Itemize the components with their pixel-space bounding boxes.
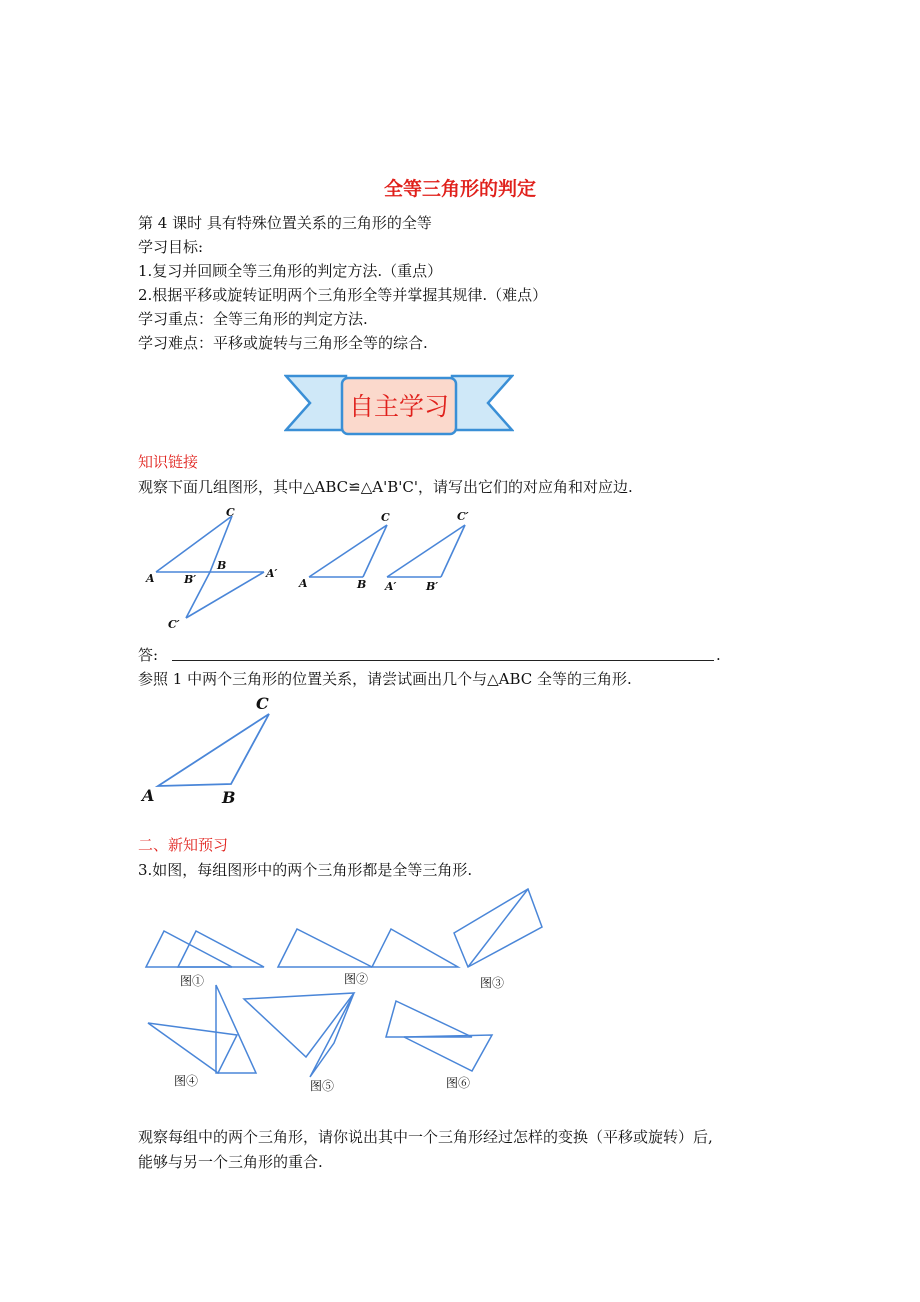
banner-text: 自主学习 — [348, 392, 450, 421]
caption-fig5: 图⑤ — [310, 1079, 335, 1093]
label-c: C — [381, 511, 390, 524]
figure-rotation-pair — [140, 502, 290, 632]
fig3-diagonal — [468, 889, 528, 967]
objective-1: 1.复习并回顾全等三角形的判定方法.（重点） — [138, 262, 443, 280]
caption-fig6: 图⑥ — [446, 1076, 471, 1090]
label-a-prime: A′ — [385, 580, 397, 593]
section1-question: 观察下面几组图形，其中△ABC≌△A'B'C'，请写出它们的对应角和对应边. — [138, 478, 633, 496]
label-c-prime: C′ — [168, 618, 180, 631]
label-b: B — [217, 559, 227, 572]
banner-ribbon-right — [452, 376, 512, 430]
fig2-triangle-2 — [372, 929, 458, 967]
answer-label: 答: — [138, 646, 159, 664]
label-a: A — [299, 577, 308, 590]
figure-triangle-abc — [138, 692, 288, 810]
banner-ribbon-left — [286, 376, 346, 430]
caption-fig3: 图③ — [480, 976, 505, 990]
answer-blank[interactable] — [172, 659, 714, 661]
label-b-prime: B′ — [426, 580, 439, 593]
triangle-abc — [158, 714, 269, 786]
caption-fig4: 图④ — [174, 1074, 199, 1088]
caption-fig2: 图② — [344, 972, 369, 986]
self-study-banner — [284, 372, 514, 438]
label-c: C — [226, 506, 235, 519]
figure-translation-pair — [295, 505, 485, 595]
closing-line-2: 能够与另一个三角形的重合. — [138, 1153, 323, 1171]
answer-end-period: . — [716, 646, 721, 664]
fig5-triangle-2 — [310, 993, 354, 1077]
lesson-subtitle: 第 4 课时 具有特殊位置关系的三角形的全等 — [138, 214, 432, 232]
label-c-prime: C′ — [457, 510, 469, 523]
fig2-triangle-1 — [278, 929, 372, 967]
label-c: C — [256, 694, 269, 713]
fig1-triangle-1 — [146, 931, 232, 967]
label-b: B — [357, 578, 367, 591]
objective-2: 2.根据平移或旋转证明两个三角形全等并掌握其规律.（难点） — [138, 286, 548, 304]
section1-task: 参照 1 中两个三角形的位置关系，请尝试画出几个与△ABC 全等的三角形. — [138, 670, 632, 688]
fig4-triangle-1 — [148, 1023, 237, 1073]
label-b-prime: B′ — [184, 573, 197, 586]
key-point: 学习重点：全等三角形的判定方法. — [138, 310, 368, 328]
section1-heading: 知识链接 — [138, 453, 199, 471]
caption-fig1: 图① — [180, 974, 205, 988]
label-a: A — [146, 572, 155, 585]
label-a-prime: A′ — [266, 567, 278, 580]
section2-heading: 二、新知预习 — [138, 836, 229, 854]
transformation-figures — [140, 885, 560, 1100]
fig6-triangle-1 — [386, 1001, 472, 1037]
difficulty: 学习难点：平移或旋转与三角形全等的综合. — [138, 334, 428, 352]
closing-line-1: 观察每组中的两个三角形，请你说出其中一个三角形经过怎样的变换（平移或旋转）后, — [138, 1128, 713, 1146]
label-b: B — [222, 788, 236, 807]
objectives-heading: 学习目标: — [138, 238, 204, 256]
fig6-triangle-2 — [404, 1035, 492, 1071]
page-title: 全等三角形的判定 — [383, 178, 536, 200]
section2-question: 3.如图，每组图形中的两个三角形都是全等三角形. — [138, 861, 473, 879]
label-a: A — [142, 786, 155, 805]
